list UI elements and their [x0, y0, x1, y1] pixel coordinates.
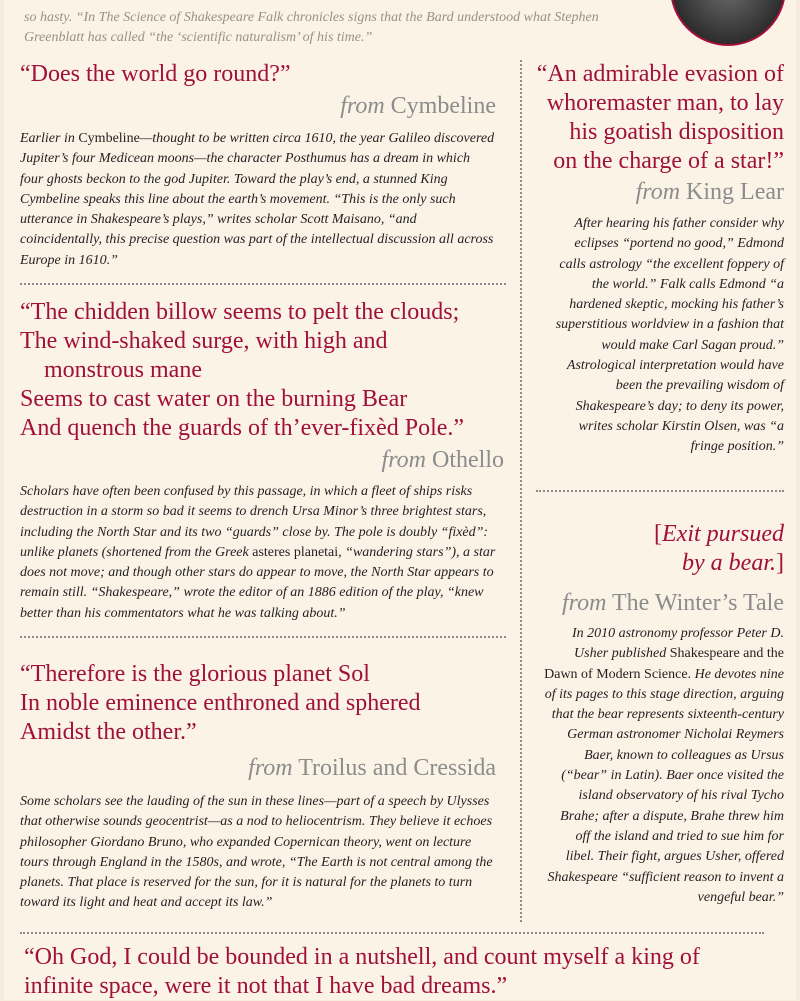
winters-tale-body [530, 624, 784, 908]
lear-quote [530, 60, 784, 176]
quote-line: “Therefore is the glorious planet Sol [20, 661, 370, 687]
troilus-quote [20, 660, 496, 747]
troilus-attribution [20, 753, 496, 783]
othello-quote [20, 298, 504, 443]
quote-line: The wind-shaked surge, with high and [20, 328, 388, 354]
troilus-section [20, 660, 496, 914]
body-text: Earlier in [20, 131, 79, 146]
quote-line: “An admirable evasion of [536, 61, 784, 87]
divider-dotted [20, 932, 764, 934]
from-word: from [340, 93, 385, 119]
stage-direction-text: by a bear. [682, 550, 776, 576]
troilus-body: Some scholars see the lauding of the sun in these lines—part of a speech by Ulysses that otherwise sounds geocentrist—as a nod to heliocentrism. They believe it echoes philosopher Giordano Bruno, who expanded Copernican theory, went on lecture tours through England in the 1580s, and wrote, “The Earth is not central among the planets. That place is reserved for the sun, for it is natural for the planets to turn toward its light and heat and accept its law.” [20, 794, 493, 911]
winters-tale-stage-direction [530, 520, 784, 578]
hamlet-quote: “Oh God, I could be bounded in a nutshell, and count myself a king of infinite space, were it not that I have bad dreams.” [24, 944, 700, 999]
quote-line: whoremaster man, to lay [546, 90, 784, 116]
quote-line: And quench the guards of th’ever-fixèd Pole.” [20, 415, 465, 441]
column-divider [520, 60, 522, 922]
quote-line: Seems to cast water on the burning Bear [20, 386, 408, 412]
lear-attribution [530, 177, 784, 207]
lear-body: After hearing his father consider why eclipses “portend no good,” Edmond calls astrology “the excellent foppery of the world.” Falk calls Edmond “a hardened skeptic, mocking his father’s superstitious worldview in a fashion that would make Carl Sagan proud.” Astrological interpretation would have been the prevailing wisdom of Shakespeare’s day; to deny its power, writes scholar Kirstin Olsen, was “a fringe position.” [555, 216, 784, 455]
quote-line: Amidst the other.” [20, 719, 197, 745]
play-title: King Lear [686, 179, 784, 205]
from-word: from [561, 590, 607, 616]
cymbeline-quote: “Does the world go round?” [20, 61, 291, 87]
body-text: In 2010 astronomy professor Peter D. Usher published [571, 626, 784, 662]
othello-attribution [20, 445, 504, 475]
article-page [4, 0, 796, 1000]
bracket: ] [776, 550, 784, 576]
winters-tale-attribution [530, 588, 784, 618]
shakespeare-portrait [670, 0, 786, 46]
winters-tale-section [530, 520, 784, 908]
quote-line: his goatish disposition [569, 119, 784, 145]
from-word: from [248, 755, 293, 781]
body-text: —thought to be written circa 1610, the year Galileo discovered Jupiter’s four Medicean moons—the character Posthumus has a dream in which four ghosts beckon to the god Jupiter. Toward the play’s end, a stunned King Cymbeline speaks this line about the earth’s movement. “This is the only such utterance in Shakespeare’s plays,” writes scholar Scott Maisano, “and coincidentally, this precise question was part of the intellectual discussion all across Europe in 1610.” [20, 131, 495, 268]
divider-dotted [20, 636, 506, 638]
cymbeline-body [20, 129, 496, 271]
cymbeline-section [20, 60, 496, 271]
greek-term: asteres planetai [252, 544, 339, 560]
bracket: [ [654, 521, 663, 547]
play-title: Cymbeline [390, 93, 496, 119]
body-text: He devotes nine of its pages to this stage direction, arguing that the bear represents sixteenth-century German astronomer Nicholai Reymers Baer, known to colleagues as Ursus (“bear” in Latin). Baer once visited the island observatory of his rival Tycho Brahe; after a dispute, Brahe threw him off the island and tried to sue him for libel. Their fight, argues Usher, offered Shakespeare “sufficient reason to invent a vengeful bear.” [544, 666, 784, 905]
play-title: The Winter’s Tale [612, 590, 784, 616]
intro-paragraph: so hasty. “In The Science of Shakespeare Falk chronicles signs that the Bard understood what Stephen Greenblatt has called “the ‘scientific naturalism’ of his time.” [24, 10, 599, 45]
play-title: Troilus and Cressida [298, 755, 496, 781]
quote-line: monstrous mane [44, 357, 202, 383]
from-word: from [381, 447, 426, 473]
quote-line: “The chidden billow seems to pelt the clouds; [20, 299, 460, 325]
body-text: , “wandering stars”), a star does not move; and though other stars do appear to move, the North Star appears to remain still. “Shakespeare,” wrote the editor of an 1886 edition of the play, “knew better than his commentators what he was talking about.” [20, 544, 496, 621]
stage-direction-text: Exit pursued [662, 521, 784, 547]
othello-section [20, 298, 504, 624]
divider-dotted [20, 283, 506, 285]
quote-line: on the charge of a star!” [553, 148, 784, 174]
play-title: Othello [432, 447, 504, 473]
lear-section [530, 60, 784, 458]
divider-dotted [536, 490, 784, 492]
body-text: Scholars have often been confused by this passage, in which a fleet of ships risks destruction in a storm so bad it seems to drench Ursa Minor’s three brightest stars, including the North Star and its two “guards” close by. The pole is doubly “fixèd”: unlike planets (shortened from the Greek [20, 484, 489, 560]
book-title-inline: Shakespeare and the Dawn of Modern Science. [544, 646, 784, 682]
othello-body [20, 482, 504, 624]
from-word: from [635, 179, 681, 205]
cymbeline-attribution [20, 91, 496, 121]
quote-line: In noble eminence enthroned and sphered [20, 690, 421, 716]
play-name-inline: Cymbeline [78, 131, 140, 146]
